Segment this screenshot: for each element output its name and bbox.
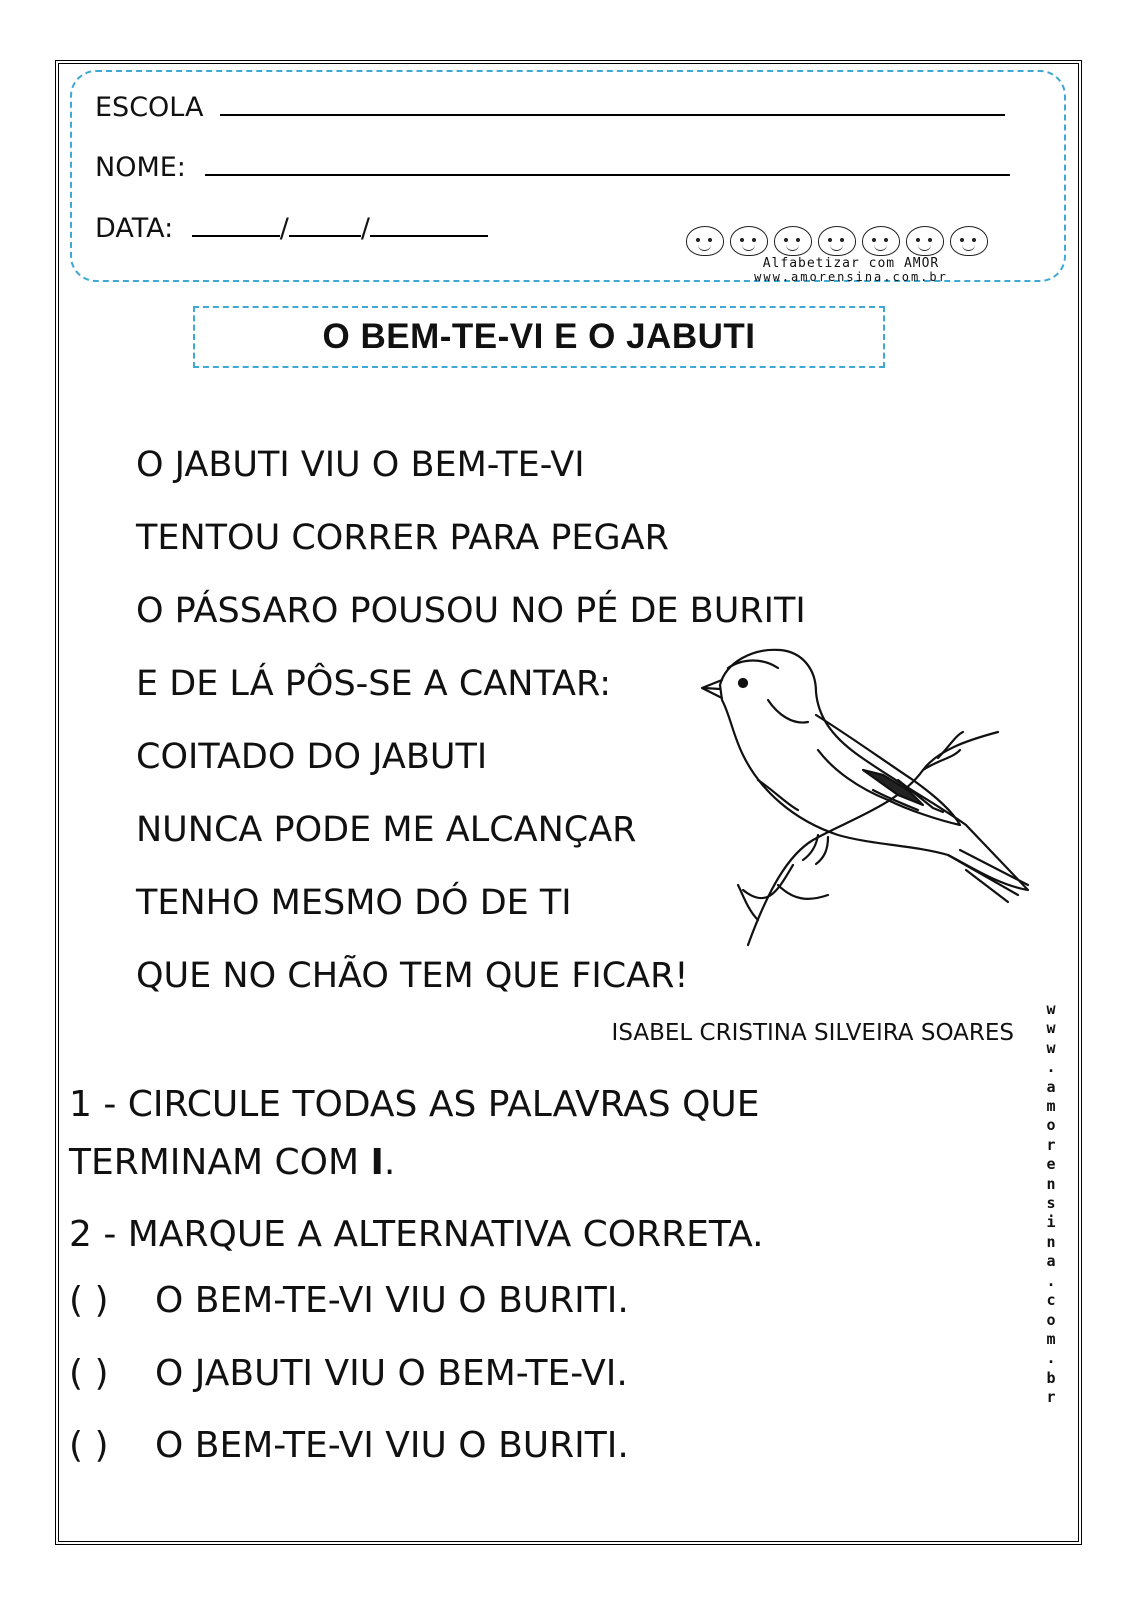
date-month-blank[interactable] [289, 213, 361, 237]
vertical-watermark-url: w w w . a m o r e n s i n a . c o m . b r [1046, 1000, 1056, 1407]
question-1-text: TERMINAM COM [69, 1142, 371, 1183]
poem-line: O JABUTI VIU O BEM-TE-VI [136, 445, 585, 485]
poem-line: E DE LÁ PÔS-SE A CANTAR: [136, 664, 612, 704]
question-1-line-2 [69, 1134, 760, 1192]
date-year-blank[interactable] [370, 213, 488, 237]
poem-line: QUE NO CHÃO TEM QUE FICAR! [136, 956, 689, 996]
school-blank[interactable] [220, 92, 1005, 116]
bird-illustration [698, 640, 1038, 950]
option-label: O BEM-TE-VI VIU O BURITI. [155, 1425, 629, 1466]
brand-logo [686, 226, 1016, 284]
page-title: O BEM-TE-VI E O JABUTI [322, 317, 756, 356]
poem-line: NUNCA PODE ME ALCANÇAR [136, 810, 637, 850]
face-icon [818, 226, 856, 256]
option-checkbox[interactable]: ( ) [69, 1353, 109, 1394]
poem-line: TENTOU CORRER PARA PEGAR [136, 518, 669, 558]
date-separator: / [279, 213, 289, 244]
date-day-blank[interactable] [192, 213, 280, 237]
name-label: NOME: [95, 152, 186, 183]
face-icon [730, 226, 768, 256]
question-1-period: . [383, 1142, 396, 1183]
question-1-letter: I [370, 1142, 384, 1183]
logo-title: Alfabetizar com AMOR [762, 256, 940, 271]
poem-line: TENHO MESMO DÓ DE TI [136, 883, 572, 923]
school-label: ESCOLA [95, 92, 204, 123]
face-icon [862, 226, 900, 256]
title-box [193, 306, 885, 368]
face-icon [686, 226, 724, 256]
option-checkbox[interactable]: ( ) [69, 1425, 109, 1466]
option-checkbox[interactable]: ( ) [69, 1280, 109, 1321]
poem-line: O PÁSSARO POUSOU NO PÉ DE BURITI [136, 591, 806, 631]
answer-option[interactable] [69, 1425, 629, 1466]
face-icon [906, 226, 944, 256]
face-icon [774, 226, 812, 256]
question-2: 2 - MARQUE A ALTERNATIVA CORRETA. [69, 1214, 764, 1255]
answer-option[interactable] [69, 1353, 628, 1394]
date-line [95, 213, 488, 244]
face-icon [950, 226, 988, 256]
name-blank[interactable] [205, 152, 1010, 176]
school-line [95, 92, 1005, 123]
option-label: O BEM-TE-VI VIU O BURITI. [155, 1280, 629, 1321]
logo-url: www.amorensina.com.br [754, 270, 948, 284]
kids-faces-icon [686, 226, 1016, 256]
question-1-line-1: 1 - CIRCULE TODAS AS PALAVRAS QUE [69, 1084, 760, 1125]
date-separator: / [360, 213, 370, 244]
poem-line: COITADO DO JABUTI [136, 737, 488, 777]
date-label: DATA: [95, 213, 174, 244]
question-1 [69, 1076, 760, 1192]
name-line [95, 152, 1010, 183]
option-label: O JABUTI VIU O BEM-TE-VI. [155, 1353, 628, 1394]
author-credit: ISABEL CRISTINA SILVEIRA SOARES [611, 1020, 1014, 1046]
answer-option[interactable] [69, 1280, 629, 1321]
